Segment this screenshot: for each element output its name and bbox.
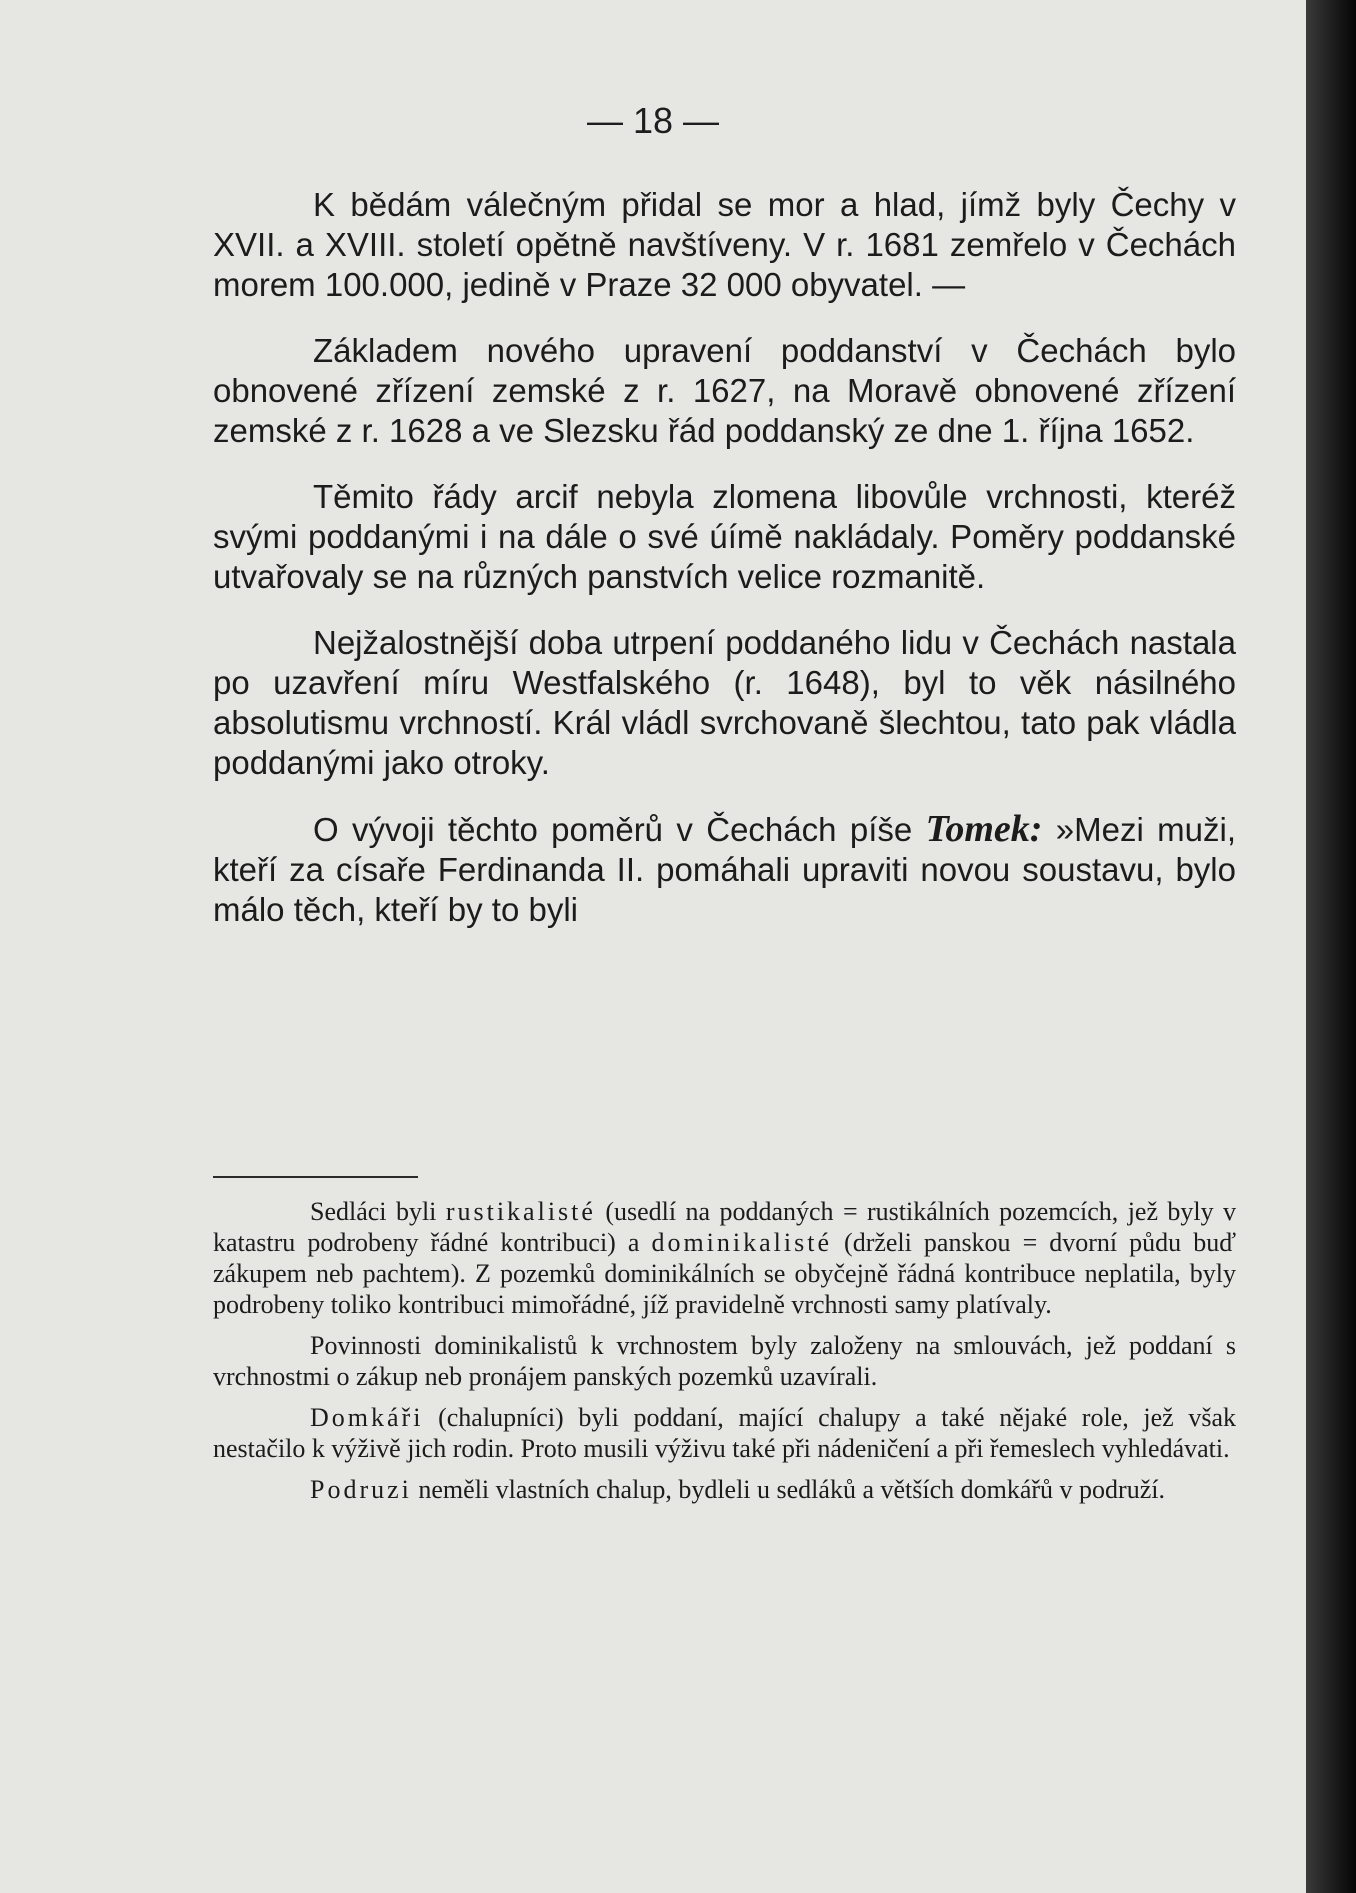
- paragraph-5-text-before: O vývoji těchto poměrů v Čechách píše: [313, 811, 913, 848]
- paragraph-4-text: Nejžalostnější doba utrpení poddaného lidu v Čechách nastala po uzavření míru Westfalského (r. 1648), byl to věk násilného absolutismu vrchností. Král vládl svrchovaně šlechtou, tato pak vládla poddanými jako otroky.: [213, 624, 1236, 781]
- paragraph-3: [213, 477, 1236, 597]
- page-number: — 18 —: [586, 100, 720, 141]
- footnote-4: [213, 1474, 1236, 1505]
- footnote-2: [213, 1330, 1236, 1392]
- footnotes: [213, 1196, 1236, 1515]
- paragraph-4: [213, 623, 1236, 783]
- footnote-1-spaced-1: rustikalisté: [445, 1197, 596, 1226]
- footnote-1-spaced-2: dominikalisté: [651, 1228, 832, 1257]
- footnote-3-text: (chalupníci) byli poddaní, mající chalupy a také nějaké role, jež však nestačilo k výživě jich rodin. Proto musili výživu také při nádeničení a při řemeslech vyhledávati.: [213, 1403, 1237, 1463]
- paragraph-2: [213, 331, 1236, 451]
- footnote-2-text: Povinnosti dominikalistů k vrchnostem byly založeny na smlouvách, jež poddaní s vrchnostmi o zákup neb pronájem panských pozemků uzavírali.: [213, 1331, 1236, 1391]
- paragraph-1-text: K bědám válečným přidal se mor a hlad, jímž byly Čechy v XVII. a XVIII. století opětně navštíveny. V r. 1681 zemřelo v Čechách morem 100.000, jedině v Praze 32 000 obyvatel. —: [213, 186, 1236, 303]
- footnote-1: [213, 1196, 1236, 1320]
- footnote-divider: [213, 1176, 418, 1178]
- paragraph-2-text: Základem nového upravení poddanství v Čechách bylo obnovené zřízení zemské z r. 1627, na Moravě obnovené zřízení zemské z r. 1628 a ve Slezsku řád poddanský ze dne 1. října 1652.: [213, 332, 1236, 449]
- footnote-4-term: Podruzi: [310, 1475, 412, 1504]
- author-emphasis: Tomek:: [925, 808, 1043, 850]
- footnote-1-term: Sedláci: [310, 1197, 387, 1226]
- paragraph-3-text: Těmito řády arcif nebyla zlomena libovůle vrchnosti, kteréž svými poddanými i na dále o své úímě nakládaly. Poměry poddanské utvařovaly se na různých panstvích velice rozmanitě.: [213, 478, 1236, 595]
- paragraph-5: [213, 809, 1236, 930]
- footnote-3-term: Domkáři: [310, 1403, 424, 1432]
- page-edge-shadow: [1306, 0, 1356, 1893]
- footnote-4-text: neměli vlastních chalup, bydleli u sedláků a větších domkářů v podruží.: [418, 1475, 1165, 1504]
- paragraph-5-text-after: »Mezi muži, kteří za císaře Ferdinanda II. pomáhali upraviti novou soustavu, bylo málo těch, kteří by to byli: [213, 811, 1236, 928]
- footnote-1-text-mid: (usedlí na poddaných = rustikálních pozemcích, jež byly v katastru podrobeny řádné kontribuci) a: [213, 1197, 1237, 1257]
- main-text: [213, 185, 1236, 956]
- footnote-3: [213, 1402, 1236, 1464]
- paragraph-1: [213, 185, 1236, 305]
- footnote-1-text-after: (drželi panskou = dvorní půdu buď zákupem neb pachtem). Z pozemků dominikálních se obyčejně řádná kontribuce neplatila, byly podrobeny toliko kontribuci mimořádné, jíž pravidelně vrchnosti samy platívaly.: [213, 1228, 1237, 1319]
- footnote-1-text-before: byli: [395, 1197, 437, 1226]
